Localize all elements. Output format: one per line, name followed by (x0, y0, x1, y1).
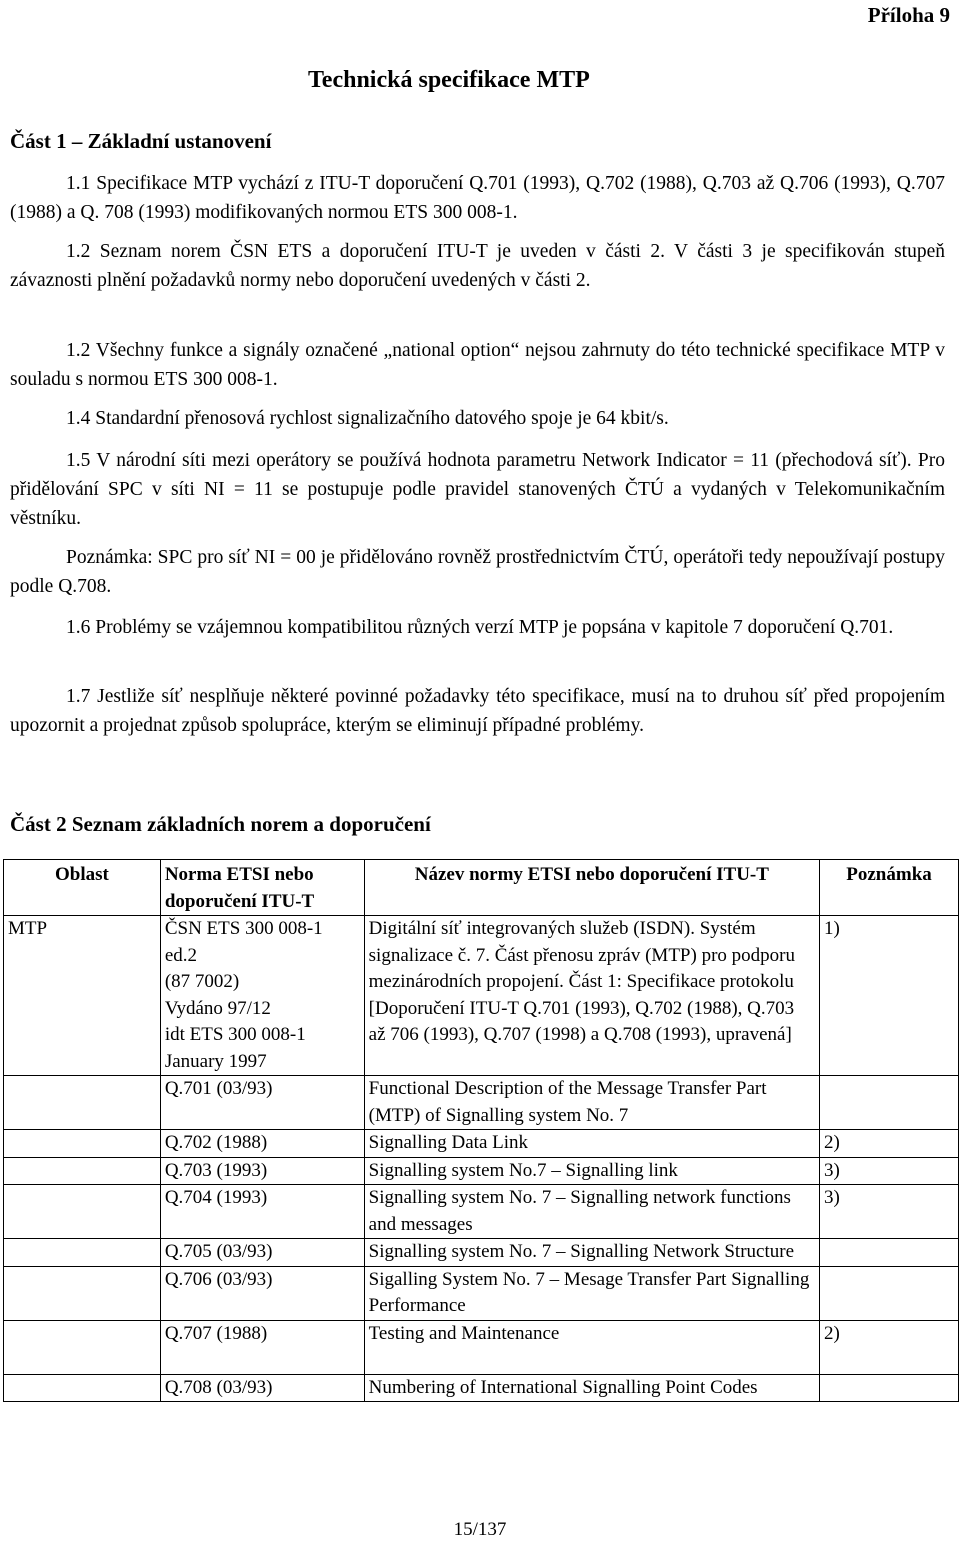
cell-name: Signalling system No. 7 – Signalling network functions and messages (364, 1185, 819, 1239)
paragraph-1-2b: 1.2 Všechny funkce a signály označené „national option“ nejsou zahrnuty do této technické specifikace MTP v souladu s normou ETS 300 008-1. (10, 340, 945, 390)
paragraph-1-5: 1.5 V národní síti mezi operátory se používá hodnota parametru Network Indicator = 11 (přechodová síť). Pro přidělování SPC v síti NI = 11 se postupuje podle pravidel stanovených ČTÚ a vydaných v Telekomunikačním věstníku. (10, 450, 945, 529)
cell-note (820, 1239, 959, 1267)
document-title: Technická specifikace MTP (308, 67, 590, 93)
cell-note: 1) (820, 916, 959, 1076)
table-row (4, 1374, 959, 1402)
cell-standard: Q.705 (03/93) (160, 1239, 364, 1267)
cell-name: Digitální síť integrovaných služeb (ISDN). Systém signalizace č. 7. Část přenosu zpráv (MTP) pro podporu mezinárodních propojení. Část 1: Specifikace protokolu [Doporučení ITU-T Q.701 (1993), Q.702 (1988), Q.703 až 706 (1993), Q.707 (1998) a Q.708 (1993), upravená] (364, 916, 819, 1076)
cell-note: 3) (820, 1157, 959, 1185)
cell-note: 3) (820, 1185, 959, 1239)
cell-standard: Q.702 (1988) (160, 1130, 364, 1158)
note-paragraph: Poznámka: SPC pro síť NI = 00 je přidělováno rovněž prostřednictvím ČTÚ, operátoři tedy nepoužívají postupy podle Q.708. (10, 547, 945, 597)
cell-note: 2) (820, 1130, 959, 1158)
cell-note: 2) (820, 1320, 959, 1374)
header-note: Poznámka (820, 860, 959, 916)
paragraph-1-2: 1.2 Seznam norem ČSN ETS a doporučení ITU-T je uveden v části 2. V části 3 je specifikován stupeň závaznosti plnění požadavků normy nebo doporučení uvedených v části 2. (10, 241, 945, 291)
cell-standard: Q.706 (03/93) (160, 1266, 364, 1320)
table-row (4, 1239, 959, 1267)
page-number: 15/137 (453, 1519, 507, 1540)
cell-area (4, 1130, 161, 1158)
cell-standard: Q.708 (03/93) (160, 1374, 364, 1402)
table-header-row (4, 860, 959, 916)
cell-area (4, 1320, 161, 1374)
cell-note (820, 1076, 959, 1130)
cell-name: Sigalling System No. 7 – Mesage Transfer Part Signalling Performance (364, 1266, 819, 1320)
cell-name: Functional Description of the Message Transfer Part (MTP) of Signalling system No. 7 (364, 1076, 819, 1130)
table-row (4, 916, 959, 1076)
cell-name: Numbering of International Signalling Point Codes (364, 1374, 819, 1402)
table-row (4, 1320, 959, 1374)
header-standard: Norma ETSI nebo doporučení ITU-T (160, 860, 364, 916)
cell-standard: ČSN ETS 300 008-1 ed.2 (87 7002) Vydáno 97/12 idt ETS 300 008-1 January 1997 (160, 916, 364, 1076)
cell-standard: Q.704 (1993) (160, 1185, 364, 1239)
cell-standard: Q.707 (1988) (160, 1320, 364, 1374)
paragraph-1-6: 1.6 Problémy se vzájemnou kompatibilitou různých verzí MTP je popsána v kapitole 7 doporučení Q.701. (66, 617, 894, 638)
cell-area (4, 1157, 161, 1185)
cell-area: MTP (4, 916, 161, 1076)
cell-name: Signalling system No.7 – Signalling link (364, 1157, 819, 1185)
paragraph-1-1: 1.1 Specifikace MTP vychází z ITU-T doporučení Q.701 (1993), Q.702 (1988), Q.703 až Q.706 (1993), Q.707 (1988) a Q. 708 (1993) modifikovaných normou ETS 300 008-1. (10, 173, 945, 223)
cell-standard: Q.701 (03/93) (160, 1076, 364, 1130)
header-area: Oblast (4, 860, 161, 916)
paragraph-1-4: 1.4 Standardní přenosová rychlost signalizačního datového spoje je 64 kbit/s. (66, 408, 669, 429)
cell-area (4, 1185, 161, 1239)
cell-name: Testing and Maintenance (364, 1320, 819, 1374)
table-row (4, 1076, 959, 1130)
part1-heading: Část 1 – Základní ustanovení (10, 129, 272, 153)
cell-area (4, 1239, 161, 1267)
cell-area (4, 1374, 161, 1402)
cell-note (820, 1374, 959, 1402)
cell-area (4, 1076, 161, 1130)
cell-name: Signalling Data Link (364, 1130, 819, 1158)
table-row (4, 1266, 959, 1320)
table-row (4, 1157, 959, 1185)
table-row (4, 1130, 959, 1158)
header-name: Název normy ETSI nebo doporučení ITU-T (364, 860, 819, 916)
paragraph-1-7: 1.7 Jestliže síť nesplňuje některé povinné požadavky této specifikace, musí na to druhou síť před propojením upozornit a projednat způsob spolupráce, kterým se eliminují případné problémy. (10, 686, 945, 736)
part2-heading: Část 2 Seznam základních norem a doporučení (10, 812, 431, 836)
cell-area (4, 1266, 161, 1320)
annex-label: Příloha 9 (867, 3, 950, 27)
table-row (4, 1185, 959, 1239)
cell-standard: Q.703 (1993) (160, 1157, 364, 1185)
standards-table (3, 859, 959, 1402)
cell-note (820, 1266, 959, 1320)
cell-name: Signalling system No. 7 – Signalling Network Structure (364, 1239, 819, 1267)
